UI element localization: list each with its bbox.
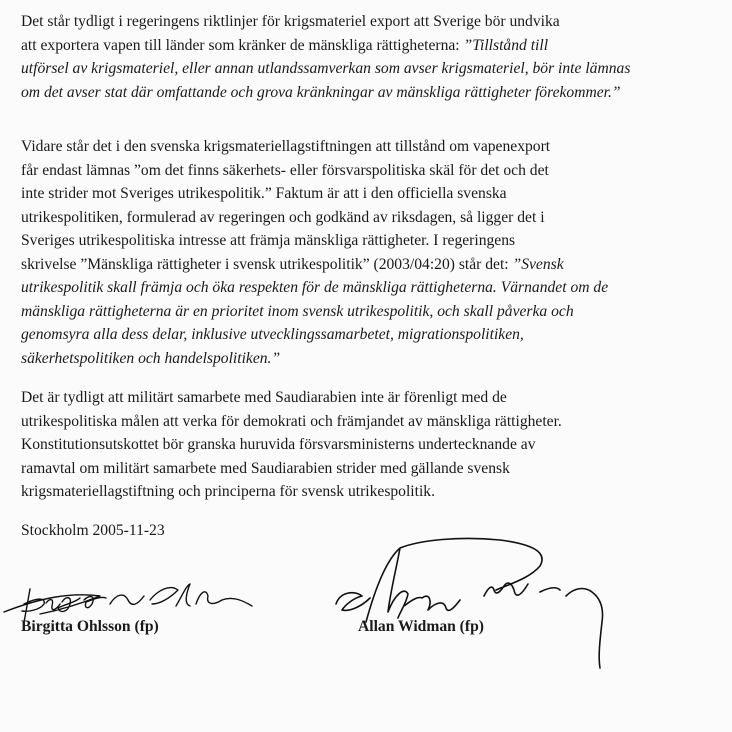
text-line: utförsel av krigsmateriel, eller annan utlandssamverkan som avser krigsmateriel, bör inte lämnas: [21, 60, 631, 77]
text-line: genomsyra alla dess delar, inklusive utvecklingssamarbetet, migrationspolitiken,: [21, 326, 524, 343]
text-line: Det är tydligt att militärt samarbete med Saudiarabien inte är förenligt med de: [21, 389, 507, 406]
signature-allan-widman: [336, 538, 603, 668]
quote-start: ”Tillstånd till: [463, 36, 549, 54]
text-segment: skrivelse ”Mänskliga rättigheter i svensk utrikespolitik” (2003/04:20) står det:: [21, 255, 513, 273]
text-line: Konstitutionsutskottet bör granska huruvida försvarsministerns undertecknande av: [21, 436, 536, 453]
text-line: ramavtal om militärt samarbete med Saudiarabien strider med gällande svensk: [21, 459, 510, 477]
quote-start: ”Svensk: [512, 255, 564, 273]
text-line: utrikespolitik skall främja och öka respekten för de mänskliga rättigheterna. Värnandet om de: [21, 279, 609, 296]
text-line: krigsmateriellagstiftning och principerna för svensk utrikespolitik.: [21, 483, 436, 500]
signature-birgitta-ohlsson: [4, 584, 252, 622]
place-and-date: Stockholm 2005-11-23: [21, 522, 165, 539]
text-line: Vidare står det i den svenska krigsmateriellagstiftningen att tillstånd om vapenexport: [21, 138, 551, 155]
text-line: Det står tydligt i regeringens riktlinjer för krigsmateriel export att Sverige bör undvika: [21, 13, 560, 30]
text-line: Sveriges utrikespolitiska intresse att främja mänskliga rättigheter. I regeringens: [21, 232, 516, 249]
text-line: säkerhetspolitiken och handelspolitiken.”: [21, 349, 281, 367]
text-line: får endast lämnas ”om det finns säkerhets- eller försvarspolitiska skäl för det och det: [21, 161, 549, 179]
signatory-name-2: Allan Widman (fp): [358, 618, 484, 635]
text-line: om det avser stat där omfattande och grova kränkningar av mänskliga rättigheter förekommer.”: [21, 83, 621, 101]
text-segment: att exportera vapen till länder som kränker de mänskliga rättigheterna:: [21, 36, 464, 54]
text-line: utrikespolitiska målen att verka för demokrati och främjandet av mänskliga rättigheter.: [21, 412, 562, 430]
text-line: utrikespolitiken, formulerad av regeringen och godkänd av riksdagen, så ligger det i: [21, 208, 545, 226]
text-line: inte strider mot Sveriges utrikespolitik.” Faktum är att i den officiella svenska: [21, 185, 507, 202]
signatory-name-1: Birgitta Ohlsson (fp): [21, 618, 159, 635]
text-line: mänskliga rättigheterna är en prioritet inom svensk utrikespolitik, och skall påverka och: [21, 302, 574, 320]
